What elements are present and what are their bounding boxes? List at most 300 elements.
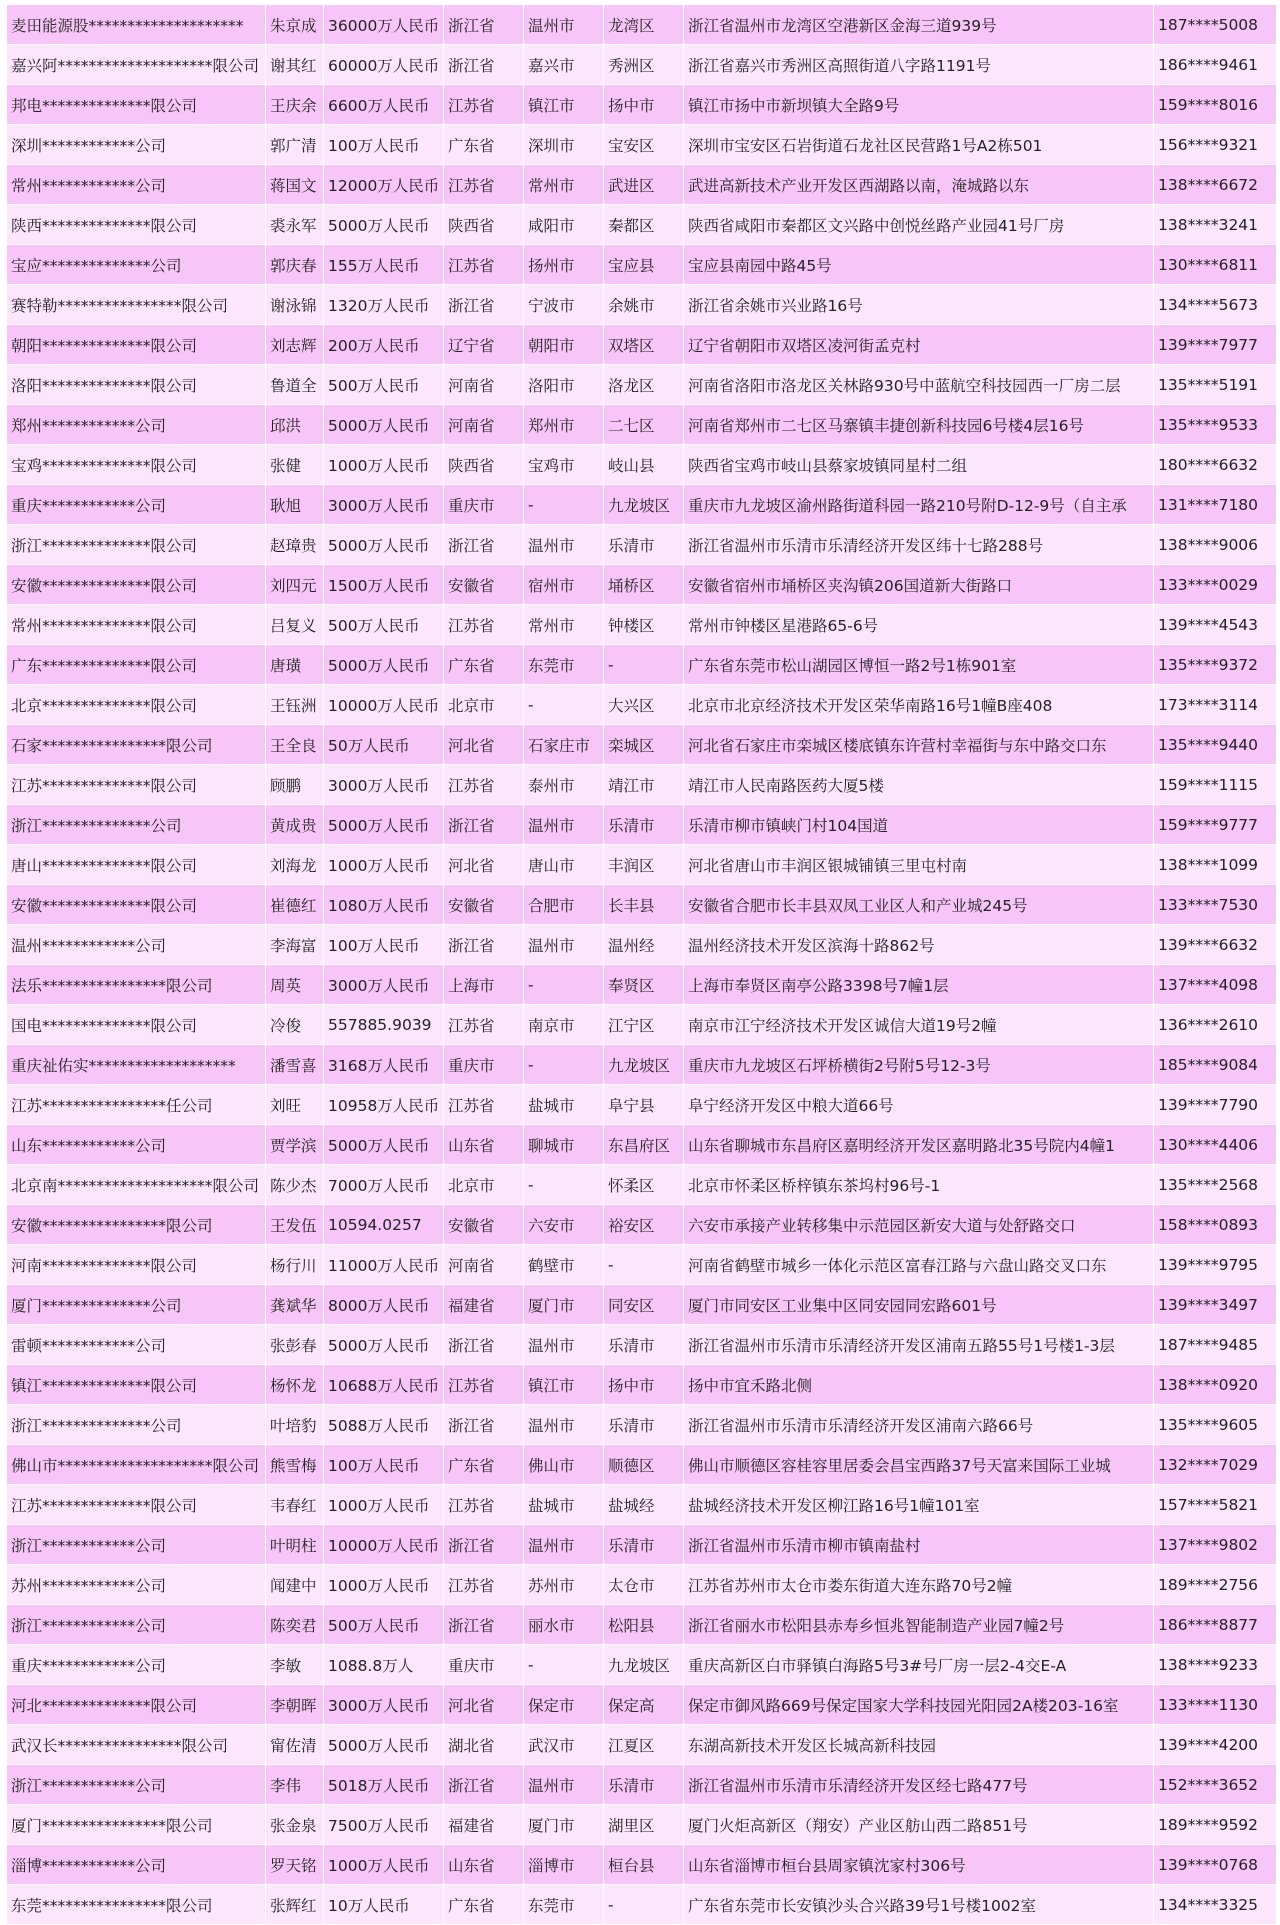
company-name-cell: 广东**************限公司	[7, 645, 266, 685]
registered-capital-cell: 1500万人民币	[324, 565, 444, 605]
province-cell: 江苏省	[444, 245, 524, 285]
province-cell: 浙江省	[444, 1765, 524, 1805]
province-cell: 江苏省	[444, 85, 524, 125]
registered-capital-cell: 50万人民币	[324, 725, 444, 765]
phone-cell: 185****9084	[1154, 1045, 1277, 1085]
city-cell: 咸阳市	[524, 205, 604, 245]
phone-cell: 189****9592	[1154, 1805, 1277, 1845]
province-cell: 安徽省	[444, 565, 524, 605]
phone-cell: 135****9372	[1154, 645, 1277, 685]
district-cell: 同安区	[604, 1285, 684, 1325]
province-cell: 北京市	[444, 1165, 524, 1205]
city-cell: 苏州市	[524, 1565, 604, 1605]
district-cell: 武进区	[604, 165, 684, 205]
district-cell: 保定高	[604, 1685, 684, 1725]
table-row	[7, 1565, 1277, 1605]
legal-rep-cell: 王庆余	[266, 85, 324, 125]
district-cell: -	[604, 1245, 684, 1285]
table-row	[7, 1325, 1277, 1365]
phone-cell: 187****9485	[1154, 1325, 1277, 1365]
legal-rep-cell: 叶明柱	[266, 1525, 324, 1565]
province-cell: 浙江省	[444, 45, 524, 85]
city-cell: 保定市	[524, 1685, 604, 1725]
city-cell: 宝鸡市	[524, 445, 604, 485]
phone-cell: 156****9321	[1154, 125, 1277, 165]
city-cell: 盐城市	[524, 1485, 604, 1525]
table-row	[7, 1125, 1277, 1165]
address-cell: 佛山市顺德区容桂容里居委会昌宝西路37号天富来国际工业城	[684, 1445, 1154, 1485]
district-cell: 湖里区	[604, 1805, 684, 1845]
city-cell: 洛阳市	[524, 365, 604, 405]
company-name-cell: 浙江**************公司	[7, 805, 266, 845]
district-cell: 宝应县	[604, 245, 684, 285]
city-cell: 石家庄市	[524, 725, 604, 765]
legal-rep-cell: 王钰洲	[266, 685, 324, 725]
registered-capital-cell: 1088.8万人	[324, 1645, 444, 1685]
company-name-cell: 唐山**************限公司	[7, 845, 266, 885]
phone-cell: 134****5673	[1154, 285, 1277, 325]
legal-rep-cell: 郭广清	[266, 125, 324, 165]
district-cell: 裕安区	[604, 1205, 684, 1245]
city-cell: 常州市	[524, 605, 604, 645]
phone-cell: 138****6672	[1154, 165, 1277, 205]
province-cell: 江苏省	[444, 1365, 524, 1405]
city-cell: 佛山市	[524, 1445, 604, 1485]
address-cell: 浙江省余姚市兴业路16号	[684, 285, 1154, 325]
province-cell: 重庆市	[444, 1045, 524, 1085]
table-row	[7, 165, 1277, 205]
registered-capital-cell: 3168万人民币	[324, 1045, 444, 1085]
address-cell: 北京市北京经济技术开发区荣华南路16号1幢B座408	[684, 685, 1154, 725]
registered-capital-cell: 6600万人民币	[324, 85, 444, 125]
city-cell: 聊城市	[524, 1125, 604, 1165]
company-table-container	[6, 4, 1276, 1925]
table-row	[7, 765, 1277, 805]
address-cell: 厦门火炬高新区（翔安）产业区舫山西二路851号	[684, 1805, 1154, 1845]
district-cell: 埇桥区	[604, 565, 684, 605]
city-cell: -	[524, 1045, 604, 1085]
address-cell: 浙江省丽水市松阳县赤寿乡恒兆智能制造产业园7幢2号	[684, 1605, 1154, 1645]
phone-cell: 135****5191	[1154, 365, 1277, 405]
phone-cell: 139****7977	[1154, 325, 1277, 365]
district-cell: 乐清市	[604, 1765, 684, 1805]
registered-capital-cell: 100万人民币	[324, 125, 444, 165]
district-cell: 乐清市	[604, 805, 684, 845]
registered-capital-cell: 3000万人民币	[324, 1685, 444, 1725]
city-cell: 镇江市	[524, 1365, 604, 1405]
legal-rep-cell: 谢其红	[266, 45, 324, 85]
company-name-cell: 北京**************限公司	[7, 685, 266, 725]
phone-cell: 139****4200	[1154, 1725, 1277, 1765]
city-cell: 朝阳市	[524, 325, 604, 365]
address-cell: 常州市钟楼区星港路65-6号	[684, 605, 1154, 645]
city-cell: 温州市	[524, 525, 604, 565]
province-cell: 陕西省	[444, 445, 524, 485]
address-cell: 浙江省温州市乐清市柳市镇南盐村	[684, 1525, 1154, 1565]
legal-rep-cell: 熊雪梅	[266, 1445, 324, 1485]
province-cell: 江苏省	[444, 1485, 524, 1525]
table-row	[7, 1845, 1277, 1885]
table-row	[7, 405, 1277, 445]
legal-rep-cell: 李伟	[266, 1765, 324, 1805]
address-cell: 河北省唐山市丰润区银城铺镇三里屯村南	[684, 845, 1154, 885]
address-cell: 安徽省宿州市埇桥区夹沟镇206国道新大街路口	[684, 565, 1154, 605]
company-name-cell: 东莞****************限公司	[7, 1885, 266, 1925]
company-name-cell: 重庆************公司	[7, 1645, 266, 1685]
district-cell: 余姚市	[604, 285, 684, 325]
phone-cell: 131****7180	[1154, 485, 1277, 525]
district-cell: 双塔区	[604, 325, 684, 365]
phone-cell: 138****3241	[1154, 205, 1277, 245]
legal-rep-cell: 赵璋贵	[266, 525, 324, 565]
province-cell: 山东省	[444, 1845, 524, 1885]
province-cell: 河南省	[444, 1245, 524, 1285]
district-cell: 九龙坡区	[604, 1045, 684, 1085]
legal-rep-cell: 刘海龙	[266, 845, 324, 885]
table-row	[7, 1525, 1277, 1565]
city-cell: 常州市	[524, 165, 604, 205]
province-cell: 广东省	[444, 125, 524, 165]
phone-cell: 158****0893	[1154, 1205, 1277, 1245]
province-cell: 福建省	[444, 1805, 524, 1845]
company-name-cell: 淄博************公司	[7, 1845, 266, 1885]
city-cell: 合肥市	[524, 885, 604, 925]
legal-rep-cell: 陈少杰	[266, 1165, 324, 1205]
table-row	[7, 965, 1277, 1005]
table-row	[7, 605, 1277, 645]
registered-capital-cell: 60000万人民币	[324, 45, 444, 85]
company-name-cell: 浙江************公司	[7, 1765, 266, 1805]
city-cell: 扬州市	[524, 245, 604, 285]
district-cell: 太仓市	[604, 1565, 684, 1605]
legal-rep-cell: 王发伍	[266, 1205, 324, 1245]
phone-cell: 135****2568	[1154, 1165, 1277, 1205]
registered-capital-cell: 5000万人民币	[324, 205, 444, 245]
phone-cell: 186****8877	[1154, 1605, 1277, 1645]
legal-rep-cell: 邱洪	[266, 405, 324, 445]
company-name-cell: 江苏**************限公司	[7, 765, 266, 805]
registered-capital-cell: 12000万人民币	[324, 165, 444, 205]
company-table	[6, 4, 1277, 1925]
district-cell: 东昌府区	[604, 1125, 684, 1165]
city-cell: 镇江市	[524, 85, 604, 125]
city-cell: 六安市	[524, 1205, 604, 1245]
district-cell: 洛龙区	[604, 365, 684, 405]
legal-rep-cell: 刘旺	[266, 1085, 324, 1125]
registered-capital-cell: 10958万人民币	[324, 1085, 444, 1125]
district-cell: 阜宁县	[604, 1085, 684, 1125]
registered-capital-cell: 100万人民币	[324, 1445, 444, 1485]
legal-rep-cell: 闻建中	[266, 1565, 324, 1605]
registered-capital-cell: 5000万人民币	[324, 1325, 444, 1365]
registered-capital-cell: 3000万人民币	[324, 485, 444, 525]
company-name-cell: 雷顿************公司	[7, 1325, 266, 1365]
company-name-cell: 朝阳**************限公司	[7, 325, 266, 365]
phone-cell: 135****9605	[1154, 1405, 1277, 1445]
phone-cell: 187****5008	[1154, 5, 1277, 45]
company-name-cell: 重庆************公司	[7, 485, 266, 525]
registered-capital-cell: 500万人民币	[324, 365, 444, 405]
registered-capital-cell: 5000万人民币	[324, 405, 444, 445]
address-cell: 六安市承接产业转移集中示范园区新安大道与处舒路交口	[684, 1205, 1154, 1245]
address-cell: 南京市江宁经济技术开发区诚信大道19号2幢	[684, 1005, 1154, 1045]
province-cell: 江苏省	[444, 605, 524, 645]
phone-cell: 139****9795	[1154, 1245, 1277, 1285]
city-cell: -	[524, 685, 604, 725]
district-cell: 顺德区	[604, 1445, 684, 1485]
province-cell: 上海市	[444, 965, 524, 1005]
company-name-cell: 厦门**************公司	[7, 1285, 266, 1325]
city-cell: -	[524, 485, 604, 525]
registered-capital-cell: 5000万人民币	[324, 525, 444, 565]
address-cell: 山东省淄博市桓台县周家镇沈家村306号	[684, 1845, 1154, 1885]
district-cell: 乐清市	[604, 1325, 684, 1365]
table-row	[7, 1725, 1277, 1765]
city-cell: 武汉市	[524, 1725, 604, 1765]
province-cell: 江苏省	[444, 1085, 524, 1125]
address-cell: 浙江省温州市乐清市乐清经济开发区浦南六路66号	[684, 1405, 1154, 1445]
city-cell: -	[524, 1165, 604, 1205]
table-row	[7, 205, 1277, 245]
district-cell: 松阳县	[604, 1605, 684, 1645]
district-cell: 九龙坡区	[604, 1645, 684, 1685]
company-name-cell: 宝应**************公司	[7, 245, 266, 285]
city-cell: 厦门市	[524, 1285, 604, 1325]
city-cell: 淄博市	[524, 1845, 604, 1885]
phone-cell: 137****9802	[1154, 1525, 1277, 1565]
phone-cell: 157****5821	[1154, 1485, 1277, 1525]
phone-cell: 138****0920	[1154, 1365, 1277, 1405]
phone-cell: 139****4543	[1154, 605, 1277, 645]
address-cell: 镇江市扬中市新坝镇大全路9号	[684, 85, 1154, 125]
province-cell: 浙江省	[444, 5, 524, 45]
phone-cell: 159****1115	[1154, 765, 1277, 805]
registered-capital-cell: 1000万人民币	[324, 1565, 444, 1605]
registered-capital-cell: 5000万人民币	[324, 645, 444, 685]
company-name-cell: 江苏**************限公司	[7, 1485, 266, 1525]
legal-rep-cell: 冷俊	[266, 1005, 324, 1045]
address-cell: 重庆市九龙坡区渝州路街道科园一路210号附D-12-9号（自主承	[684, 485, 1154, 525]
phone-cell: 189****2756	[1154, 1565, 1277, 1605]
company-name-cell: 重庆祉佑实*******************	[7, 1045, 266, 1085]
phone-cell: 152****3652	[1154, 1765, 1277, 1805]
district-cell: 岐山县	[604, 445, 684, 485]
registered-capital-cell: 11000万人民币	[324, 1245, 444, 1285]
province-cell: 北京市	[444, 685, 524, 725]
table-row	[7, 1365, 1277, 1405]
registered-capital-cell: 1000万人民币	[324, 1845, 444, 1885]
registered-capital-cell: 500万人民币	[324, 605, 444, 645]
legal-rep-cell: 刘四元	[266, 565, 324, 605]
table-row	[7, 45, 1277, 85]
province-cell: 安徽省	[444, 885, 524, 925]
registered-capital-cell: 5018万人民币	[324, 1765, 444, 1805]
district-cell: 秀洲区	[604, 45, 684, 85]
address-cell: 陕西省咸阳市秦都区文兴路中创悦丝路产业园41号厂房	[684, 205, 1154, 245]
table-body	[7, 5, 1277, 1925]
registered-capital-cell: 3000万人民币	[324, 765, 444, 805]
address-cell: 陕西省宝鸡市岐山县蔡家坡镇同星村二组	[684, 445, 1154, 485]
phone-cell: 159****9777	[1154, 805, 1277, 845]
province-cell: 江苏省	[444, 165, 524, 205]
legal-rep-cell: 裘永军	[266, 205, 324, 245]
address-cell: 武进高新技术产业开发区西湖路以南，淹城路以东	[684, 165, 1154, 205]
legal-rep-cell: 鲁道全	[266, 365, 324, 405]
city-cell: 丽水市	[524, 1605, 604, 1645]
legal-rep-cell: 顾鹏	[266, 765, 324, 805]
city-cell: 温州市	[524, 1525, 604, 1565]
company-name-cell: 苏州************公司	[7, 1565, 266, 1605]
address-cell: 浙江省温州市乐清市乐清经济开发区浦南五路55号1号楼1-3层	[684, 1325, 1154, 1365]
address-cell: 河南省洛阳市洛龙区关林路930号中蓝航空科技园西一厂房二层	[684, 365, 1154, 405]
city-cell: 温州市	[524, 5, 604, 45]
table-row	[7, 325, 1277, 365]
address-cell: 广东省东莞市松山湖园区博恒一路2号1栋901室	[684, 645, 1154, 685]
district-cell: 乐清市	[604, 1405, 684, 1445]
table-row	[7, 565, 1277, 605]
company-name-cell: 武汉长****************限公司	[7, 1725, 266, 1765]
district-cell: 温州经	[604, 925, 684, 965]
city-cell: 唐山市	[524, 845, 604, 885]
legal-rep-cell: 韦春红	[266, 1485, 324, 1525]
registered-capital-cell: 1000万人民币	[324, 445, 444, 485]
legal-rep-cell: 吕复义	[266, 605, 324, 645]
table-row	[7, 845, 1277, 885]
district-cell: 龙湾区	[604, 5, 684, 45]
address-cell: 厦门市同安区工业集中区同安园同宏路601号	[684, 1285, 1154, 1325]
province-cell: 浙江省	[444, 1605, 524, 1645]
phone-cell: 139****7790	[1154, 1085, 1277, 1125]
table-row	[7, 1805, 1277, 1845]
district-cell: 江宁区	[604, 1005, 684, 1045]
phone-cell: 133****7530	[1154, 885, 1277, 925]
legal-rep-cell: 潘雪喜	[266, 1045, 324, 1085]
address-cell: 江苏省苏州市太仓市娄东街道大连东路70号2幢	[684, 1565, 1154, 1605]
legal-rep-cell: 杨行川	[266, 1245, 324, 1285]
table-row	[7, 925, 1277, 965]
legal-rep-cell: 蒋国文	[266, 165, 324, 205]
province-cell: 浙江省	[444, 805, 524, 845]
phone-cell: 132****7029	[1154, 1445, 1277, 1485]
registered-capital-cell: 155万人民币	[324, 245, 444, 285]
phone-cell: 180****6632	[1154, 445, 1277, 485]
table-row	[7, 1765, 1277, 1805]
registered-capital-cell: 1080万人民币	[324, 885, 444, 925]
city-cell: 南京市	[524, 1005, 604, 1045]
registered-capital-cell: 1320万人民币	[324, 285, 444, 325]
address-cell: 浙江省温州市乐清市乐清经济开发区经七路477号	[684, 1765, 1154, 1805]
company-name-cell: 法乐****************限公司	[7, 965, 266, 1005]
phone-cell: 133****0029	[1154, 565, 1277, 605]
registered-capital-cell: 7000万人民币	[324, 1165, 444, 1205]
registered-capital-cell: 5000万人民币	[324, 805, 444, 845]
table-row	[7, 1645, 1277, 1685]
district-cell: 长丰县	[604, 885, 684, 925]
legal-rep-cell: 谢泳锦	[266, 285, 324, 325]
registered-capital-cell: 10000万人民币	[324, 1525, 444, 1565]
legal-rep-cell: 甯佐清	[266, 1725, 324, 1765]
address-cell: 靖江市人民南路医药大厦5楼	[684, 765, 1154, 805]
city-cell: 盐城市	[524, 1085, 604, 1125]
district-cell: 扬中市	[604, 85, 684, 125]
company-name-cell: 安徽****************限公司	[7, 1205, 266, 1245]
address-cell: 浙江省温州市乐清市乐清经济开发区纬十七路288号	[684, 525, 1154, 565]
district-cell: 大兴区	[604, 685, 684, 725]
phone-cell: 130****4406	[1154, 1125, 1277, 1165]
company-name-cell: 石家****************限公司	[7, 725, 266, 765]
legal-rep-cell: 刘志辉	[266, 325, 324, 365]
phone-cell: 135****9533	[1154, 405, 1277, 445]
phone-cell: 136****2610	[1154, 1005, 1277, 1045]
table-row	[7, 85, 1277, 125]
phone-cell: 139****3497	[1154, 1285, 1277, 1325]
table-row	[7, 685, 1277, 725]
table-row	[7, 125, 1277, 165]
district-cell: -	[604, 1885, 684, 1925]
province-cell: 浙江省	[444, 285, 524, 325]
address-cell: 重庆高新区白市驿镇白海路5号3#号厂房一层2-4交E-A	[684, 1645, 1154, 1685]
city-cell: 厦门市	[524, 1805, 604, 1845]
address-cell: 河南省郑州市二七区马寨镇丰捷创新科技园6号楼4层16号	[684, 405, 1154, 445]
company-name-cell: 温州************公司	[7, 925, 266, 965]
province-cell: 江苏省	[444, 1565, 524, 1605]
district-cell: -	[604, 645, 684, 685]
province-cell: 广东省	[444, 1885, 524, 1925]
district-cell: 九龙坡区	[604, 485, 684, 525]
city-cell: -	[524, 1645, 604, 1685]
district-cell: 栾城区	[604, 725, 684, 765]
phone-cell: 138****9233	[1154, 1645, 1277, 1685]
city-cell: 深圳市	[524, 125, 604, 165]
phone-cell: 134****3325	[1154, 1885, 1277, 1925]
legal-rep-cell: 郭庆春	[266, 245, 324, 285]
district-cell: 宝安区	[604, 125, 684, 165]
legal-rep-cell: 耿旭	[266, 485, 324, 525]
table-row	[7, 1605, 1277, 1645]
address-cell: 浙江省温州市龙湾区空港新区金海三道939号	[684, 5, 1154, 45]
address-cell: 上海市奉贤区南亭公路3398号7幢1层	[684, 965, 1154, 1005]
legal-rep-cell: 唐璜	[266, 645, 324, 685]
address-cell: 盐城经济技术开发区柳江路16号1幢101室	[684, 1485, 1154, 1525]
province-cell: 安徽省	[444, 1205, 524, 1245]
registered-capital-cell: 500万人民币	[324, 1605, 444, 1645]
table-row	[7, 725, 1277, 765]
province-cell: 浙江省	[444, 1405, 524, 1445]
address-cell: 广东省东莞市长安镇沙头合兴路39号1号楼1002室	[684, 1885, 1154, 1925]
table-row	[7, 1485, 1277, 1525]
phone-cell: 138****1099	[1154, 845, 1277, 885]
company-name-cell: 赛特勒****************限公司	[7, 285, 266, 325]
city-cell: 宁波市	[524, 285, 604, 325]
phone-cell: 137****4098	[1154, 965, 1277, 1005]
city-cell: 泰州市	[524, 765, 604, 805]
table-row	[7, 1685, 1277, 1725]
province-cell: 浙江省	[444, 1525, 524, 1565]
registered-capital-cell: 200万人民币	[324, 325, 444, 365]
address-cell: 山东省聊城市东昌府区嘉明经济开发区嘉明路北35号院内4幢1	[684, 1125, 1154, 1165]
table-row	[7, 5, 1277, 45]
company-name-cell: 山东************公司	[7, 1125, 266, 1165]
city-cell: 嘉兴市	[524, 45, 604, 85]
city-cell: -	[524, 965, 604, 1005]
province-cell: 河北省	[444, 845, 524, 885]
province-cell: 河南省	[444, 365, 524, 405]
legal-rep-cell: 黄成贵	[266, 805, 324, 845]
province-cell: 河南省	[444, 405, 524, 445]
legal-rep-cell: 张辉红	[266, 1885, 324, 1925]
address-cell: 河南省鹤壁市城乡一体化示范区富春江路与六盘山路交叉口东	[684, 1245, 1154, 1285]
province-cell: 重庆市	[444, 485, 524, 525]
